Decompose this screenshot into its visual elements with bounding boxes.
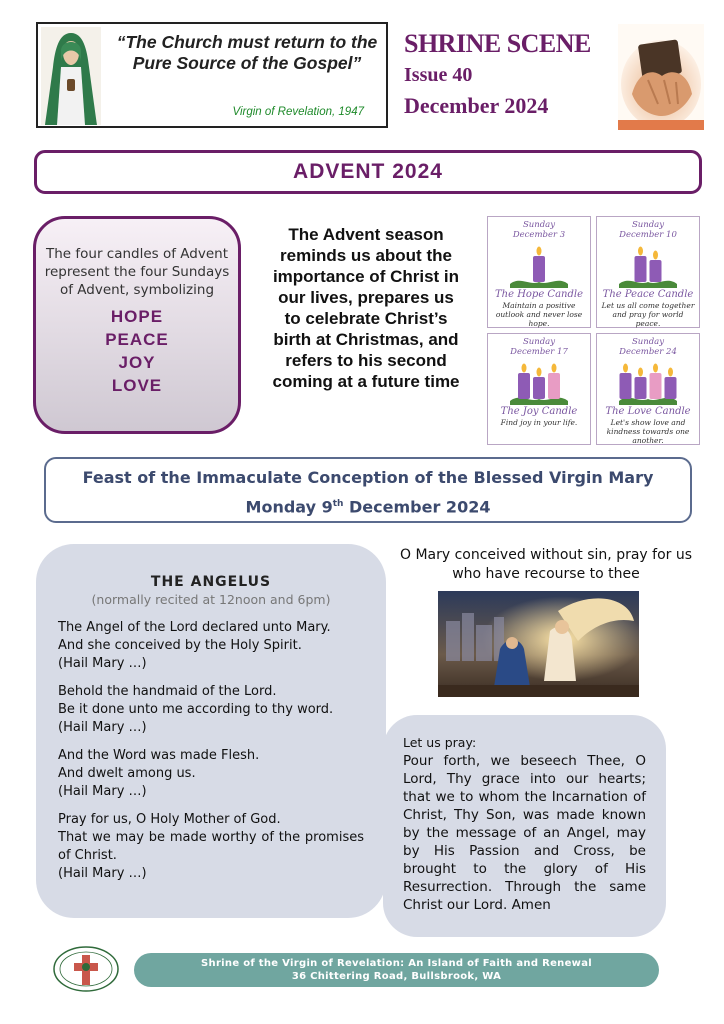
virgin-mary-image bbox=[41, 27, 101, 125]
feast-date-suffix: th bbox=[332, 499, 344, 509]
verse-line: That we may be made worthy of the promises of Christ. bbox=[58, 830, 364, 863]
feast-date-day: Monday 9 bbox=[245, 497, 333, 517]
verse-line: And the Word was made Flesh. bbox=[58, 748, 260, 763]
card-candle-name: The Peace Candle bbox=[602, 289, 694, 300]
candle-shape bbox=[548, 373, 560, 399]
card-message: Find joy in your life. bbox=[500, 418, 578, 427]
quote-source: Virgin of Revelation, 1947 bbox=[232, 106, 364, 118]
newsletter-title: SHRINE SCENE bbox=[404, 29, 591, 58]
advent-season-text: The Advent season reminds us about the importance of Christ in our lives, prepares us to celebrate Christ’s birth at Christmas, and refers to his second coming at a future time bbox=[272, 225, 460, 391]
candle-icon bbox=[613, 242, 683, 288]
candle-flame bbox=[653, 364, 658, 373]
card-day: Sunday bbox=[522, 337, 556, 347]
candle-icon bbox=[613, 359, 683, 405]
verse-line: (Hail Mary …) bbox=[58, 656, 147, 671]
annunciation-image bbox=[438, 591, 639, 697]
issue-number: Issue 40 bbox=[404, 64, 473, 86]
card-message: Let's show love and kindness towards one another. bbox=[606, 418, 690, 445]
candle-flame bbox=[653, 251, 658, 260]
candle-card-joy bbox=[487, 333, 591, 445]
card-date: December 3 bbox=[512, 230, 566, 240]
candle-icon bbox=[504, 242, 574, 288]
feast-title: Feast of the Immaculate Conception of the Blessed Virgin Mary bbox=[82, 468, 654, 487]
candle-words-list bbox=[36, 305, 238, 397]
verse-line: Pray for us, O Holy Mother of God. bbox=[58, 812, 281, 827]
angelus-verse bbox=[58, 683, 364, 737]
angelus-box bbox=[36, 544, 386, 918]
card-message: Let us all come together and pray for world peace. bbox=[601, 301, 695, 328]
candle-flame bbox=[638, 368, 643, 377]
candle-shape bbox=[635, 256, 647, 282]
candle-word-love: LOVE bbox=[111, 376, 163, 395]
let-us-pray-box bbox=[383, 715, 666, 937]
card-date: December 10 bbox=[619, 230, 677, 240]
angelus-subtitle: (normally recited at 12noon and 6pm) bbox=[91, 592, 331, 607]
card-message: Maintain a positive outlook and never lose hope. bbox=[495, 301, 583, 328]
candle-card-hope bbox=[487, 216, 591, 328]
praying-hands-image bbox=[618, 24, 704, 130]
candle-word-hope: HOPE bbox=[110, 307, 164, 326]
candle-flame bbox=[638, 247, 643, 256]
let-us-pray-text: Pour forth, we beseech Thee, O Lord, Thy grace into our hearts; that we to whom the Incarnation of Christ, Thy Son, was made known by the message of an Angel, may by His Passion and Cross, be brought to the glory of His Resurrection. Through the same Christ our Lord. Amen bbox=[403, 753, 646, 913]
candle-shape bbox=[620, 373, 632, 399]
card-day: Sunday bbox=[522, 220, 556, 230]
verse-line: And she conceived by the Holy Spirit. bbox=[58, 638, 302, 653]
card-day: Sunday bbox=[631, 337, 665, 347]
candle-icon bbox=[504, 359, 574, 405]
quote-text: “The Church must return to the Pure Source of the Gospel” bbox=[116, 32, 378, 73]
candle-flame bbox=[552, 364, 557, 373]
candle-flame bbox=[668, 368, 673, 377]
angelus-verse bbox=[58, 747, 364, 801]
candle-shape bbox=[518, 373, 530, 399]
candles-intro-text: The four candles of Advent represent the four Sundays of Advent, symbolizing bbox=[44, 246, 230, 298]
let-us-pray-label: Let us pray: bbox=[403, 735, 477, 750]
angelus-title: THE ANGELUS bbox=[150, 574, 272, 590]
footer-bar bbox=[134, 953, 659, 987]
candle-card-peace bbox=[596, 216, 700, 328]
quote-box bbox=[36, 22, 388, 128]
candle-shape bbox=[665, 377, 677, 399]
candle-word-joy: JOY bbox=[118, 353, 156, 372]
card-date: December 24 bbox=[619, 347, 677, 357]
candle-flame bbox=[537, 247, 542, 256]
candle-flame bbox=[623, 364, 628, 373]
card-date: December 17 bbox=[510, 347, 568, 357]
masthead bbox=[404, 28, 591, 122]
candle-flame bbox=[537, 368, 542, 377]
advent-banner: ADVENT 2024 bbox=[34, 150, 702, 194]
feast-banner bbox=[44, 457, 692, 523]
card-candle-name: The Love Candle bbox=[605, 406, 691, 417]
verse-line: The Angel of the Lord declared unto Mary. bbox=[58, 620, 331, 635]
candle-shape bbox=[533, 256, 545, 282]
verse-line: (Hail Mary …) bbox=[58, 866, 147, 881]
candles-symbol-box bbox=[33, 216, 241, 434]
verse-line: Be it done unto me according to thy word. bbox=[58, 702, 334, 717]
verse-line: Behold the handmaid of the Lord. bbox=[58, 684, 277, 699]
candle-word-peace: PEACE bbox=[105, 330, 169, 349]
feast-date bbox=[46, 491, 690, 520]
card-day: Sunday bbox=[631, 220, 665, 230]
issue-date: December 2024 bbox=[404, 93, 549, 118]
shrine-logo-icon bbox=[52, 945, 120, 993]
verse-line: And dwelt among us. bbox=[58, 766, 196, 781]
candle-card-love bbox=[596, 333, 700, 445]
verse-line: (Hail Mary …) bbox=[58, 784, 147, 799]
footer-line-1: Shrine of the Virgin of Revelation: An Island of Faith and Renewal bbox=[201, 958, 592, 969]
angelus-verse bbox=[58, 811, 364, 883]
candle-shape bbox=[635, 377, 647, 399]
footer-line-2: 36 Chittering Road, Bullsbrook, WA bbox=[291, 971, 502, 982]
card-candle-name: The Hope Candle bbox=[494, 289, 584, 300]
candle-shape bbox=[650, 373, 662, 399]
candle-flame bbox=[522, 364, 527, 373]
angelus-verse bbox=[58, 619, 364, 673]
verse-line: (Hail Mary …) bbox=[58, 720, 147, 735]
mary-prayer: O Mary conceived without sin, pray for us who have recourse to thee bbox=[399, 547, 693, 582]
candle-shape bbox=[533, 377, 545, 399]
candle-shape bbox=[650, 260, 662, 282]
card-candle-name: The Joy Candle bbox=[500, 406, 578, 417]
feast-date-month: December 2024 bbox=[343, 497, 491, 517]
